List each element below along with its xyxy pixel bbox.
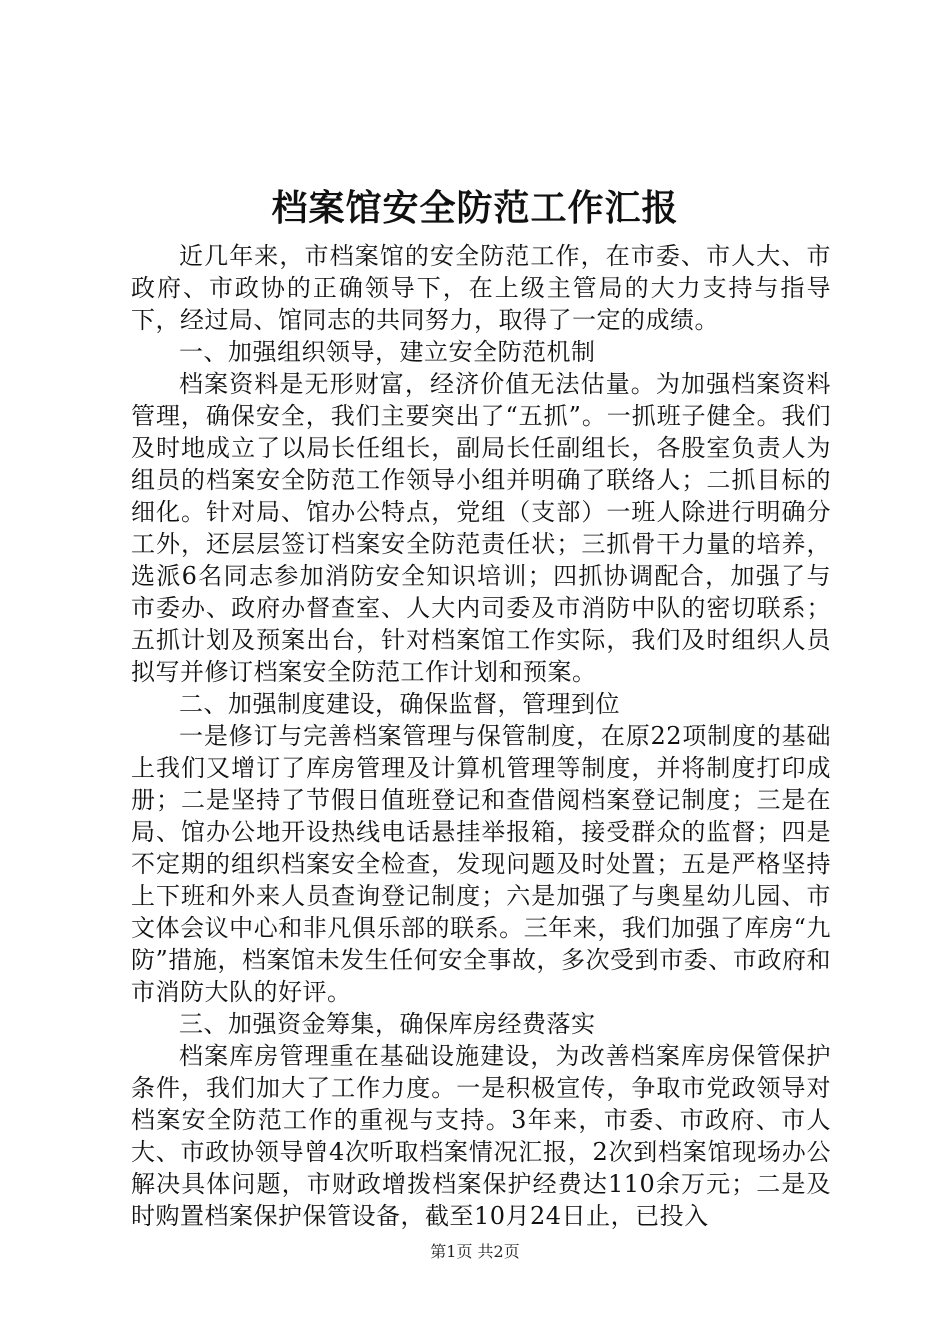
section-1-paragraph: 档案资料是无形财富，经济价值无法估量。为加强档案资料管理，确保安全，我们主要突出了“五抓”。一抓班子健全。我们及时地成立了以局长任组长，副局长任副组长，各股室负责人为组员的档案安全防范工作领导小组并明确了联络人；二抓目标的细化。针对局、馆办公特点，党组（支部）一班人除进行明确分工外，还层层签订档案安全防范责任状；三抓骨干力量的培养，选派6名同志参加消防安全知识培训；四抓协调配合，加强了与市委办、政府办督查室、人大内司委及市消防中队的密切联系；五抓计划及预案出台，针对档案馆工作实际，我们及时组织人员拟写并修订档案安全防范工作计划和预案。	[131, 370, 831, 686]
section-2-paragraph: 一是修订与完善档案管理与保管制度，在原22项制度的基础上我们又增订了库房管理及计算机管理等制度，并将制度打印成册；二是坚持了节假日值班登记和查借阅档案登记制度；三是在局、馆办公地开设热线电话悬挂举报箱，接受群众的监督；四是不定期的组织档案安全检查，发现问题及时处置；五是严格坚持上下班和外来人员查询登记制度；六是加强了与奥星幼儿园、市文体会议中心和非凡俱乐部的联系。三年来，我们加强了库房“九防”措施，档案馆未发生任何安全事故，多次受到市委、市政府和市消防大队的好评。	[131, 722, 831, 1006]
section-heading-2: 二、加强制度建设，确保监督，管理到位	[179, 690, 620, 718]
page-footer: 第1页 共2页	[430, 1242, 520, 1261]
section-heading-1: 一、加强组织领导，建立安全防范机制	[179, 338, 596, 366]
section-3-paragraph: 档案库房管理重在基础设施建设，为改善档案库房保管保护条件，我们加大了工作力度。一是积极宣传，争取市党政领导对档案安全防范工作的重视与支持。3年来，市委、市政府、市人大、市政协领导曾4次听取档案情况汇报，2次到档案馆现场办公解决具体问题，市财政增拨档案保护经费达110余万元；二是及时购置档案保护保管设备，截至10月24日止，已投入	[131, 1042, 831, 1230]
section-heading-3: 三、加强资金筹集，确保库房经费落实	[179, 1010, 596, 1038]
document-body	[131, 240, 831, 1232]
document-title: 档案馆安全防范工作汇报	[271, 187, 679, 229]
intro-paragraph: 近几年来，市档案馆的安全防范工作，在市委、市人大、市政府、市政协的正确领导下，在上级主管局的大力支持与指导下，经过局、馆同志的共同努力，取得了一定的成绩。	[131, 242, 831, 334]
